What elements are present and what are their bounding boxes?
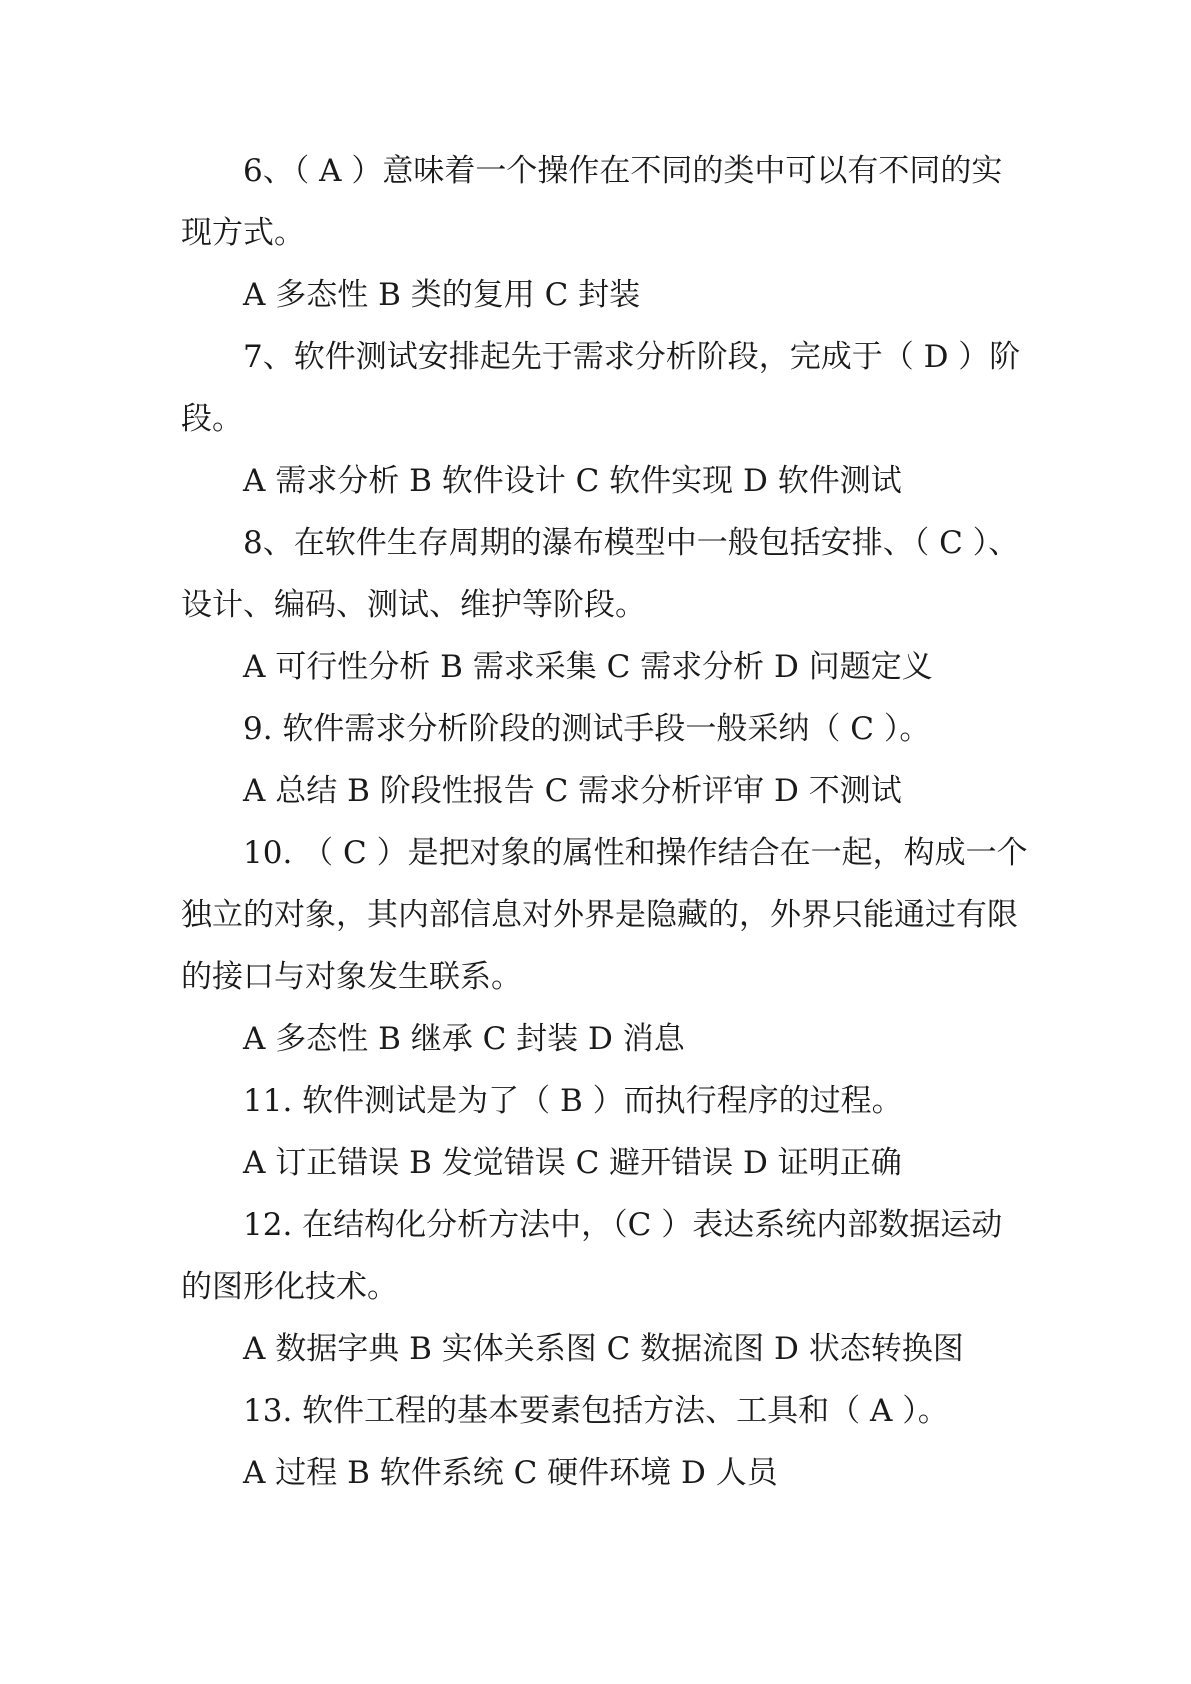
question-10-options: A 多态性 B 继承 C 封装 D 消息 [243, 1021, 685, 1057]
question-6: 6、（ A ）意味着一个操作在不同的类中可以有不同的实现方式。 [181, 153, 1003, 251]
question-12: 12. 在结构化分析方法中，（C ）表达系统内部数据运动的图形化技术。 [181, 1207, 1003, 1305]
question-10: 10. （ C ）是把对象的属性和操作结合在一起，构成一个独立的对象，其内部信息对外界是隐藏的，外界只能通过有限的接口与对象发生联系。 [181, 835, 1028, 995]
question-8: 8、在软件生存周期的瀑布模型中一般包括安排、（ C ）、设计、编码、测试、维护等阶段。 [181, 525, 1020, 623]
question-13-options: A 过程 B 软件系统 C 硬件环境 D 人员 [243, 1455, 778, 1491]
question-8-options: A 可行性分析 B 需求采集 C 需求分析 D 问题定义 [243, 649, 933, 685]
question-7: 7、软件测试安排起先于需求分析阶段，完成于（ D ）阶段。 [181, 339, 1021, 437]
question-11: 11. 软件测试是为了（ B ）而执行程序的过程。 [243, 1083, 903, 1119]
question-9-options: A 总结 B 阶段性报告 C 需求分析评审 D 不测试 [243, 773, 902, 809]
question-13: 13. 软件工程的基本要素包括方法、工具和（ A ）。 [243, 1393, 949, 1429]
question-6-options: A 多态性 B 类的复用 C 封装 [243, 277, 641, 313]
question-12-options: A 数据字典 B 实体关系图 C 数据流图 D 状态转换图 [243, 1331, 964, 1367]
question-11-options: A 订正错误 B 发觉错误 C 避开错误 D 证明正确 [243, 1145, 902, 1181]
question-7-options: A 需求分析 B 软件设计 C 软件实现 D 软件测试 [243, 463, 902, 499]
document-body [181, 140, 1031, 1504]
question-9: 9. 软件需求分析阶段的测试手段一般采纳（ C ）。 [243, 711, 931, 747]
